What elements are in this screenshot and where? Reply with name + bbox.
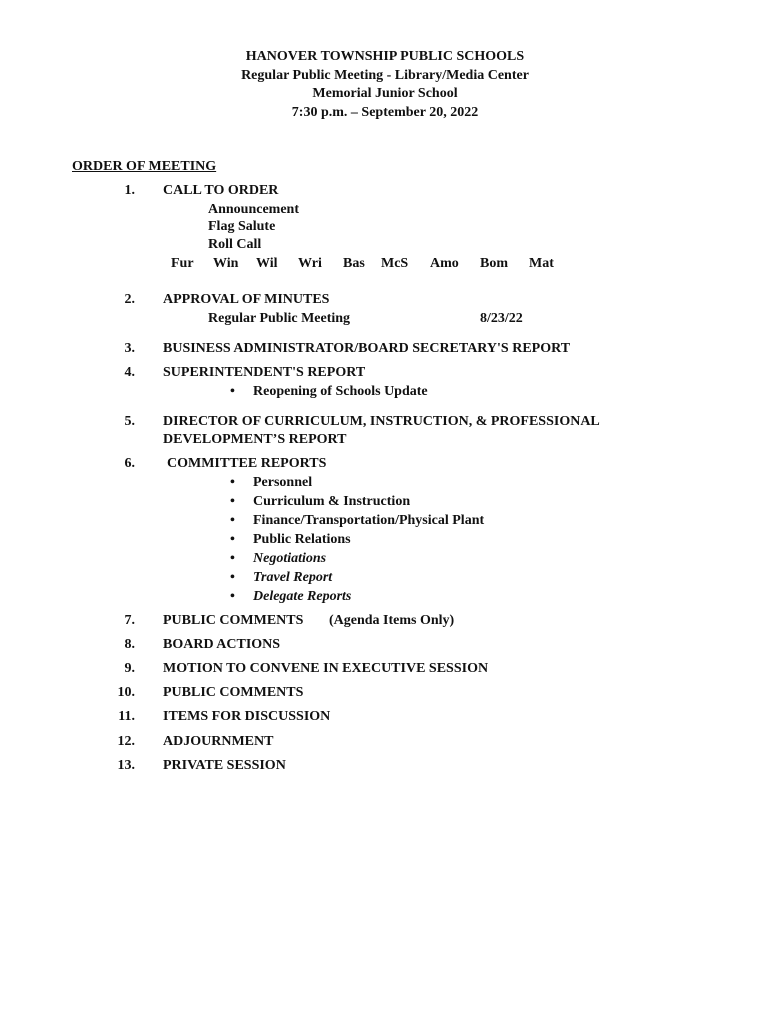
roll-call-member: Win — [213, 256, 239, 271]
roll-call-member: Bas — [343, 256, 365, 271]
bullet-icon: • — [230, 570, 235, 585]
item-note: (Agenda Items Only) — [329, 613, 455, 628]
item-title: MOTION TO CONVENE IN EXECUTIVE SESSION — [163, 661, 489, 676]
item-title: CALL TO ORDER — [163, 183, 279, 198]
bullet-icon: • — [230, 494, 235, 509]
bullet-item: Reopening of Schools Update — [253, 384, 428, 399]
item-number: 1. — [124, 183, 135, 198]
bullet-item: Curriculum & Instruction — [253, 494, 411, 509]
roll-call-member: Mat — [529, 256, 554, 271]
roll-call-member: Bom — [480, 256, 508, 271]
item-title: PUBLIC COMMENTS — [163, 685, 304, 700]
item-number: 12. — [117, 734, 135, 749]
roll-call-member: Fur — [171, 256, 194, 271]
item-title: SUPERINTENDENT'S REPORT — [163, 365, 366, 380]
item-number: 10. — [117, 685, 135, 700]
bullet-item: Travel Report — [253, 570, 333, 585]
roll-call-member: Amo — [430, 256, 459, 271]
item-title: DIRECTOR OF CURRICULUM, INSTRUCTION, & PROFESSIONAL — [163, 414, 600, 429]
bullet-icon: • — [230, 551, 235, 566]
sub-item: Announcement — [208, 202, 300, 217]
meeting-datetime: 7:30 p.m. – September 20, 2022 — [291, 105, 479, 120]
bullet-icon: • — [230, 384, 235, 399]
item-number: 4. — [124, 365, 135, 380]
item-title: ITEMS FOR DISCUSSION — [163, 709, 331, 724]
bullet-item: Public Relations — [253, 532, 351, 547]
sub-item: Roll Call — [208, 237, 262, 252]
meeting-type: Regular Public Meeting - Library/Media Center — [241, 68, 529, 83]
item-number: 6. — [124, 456, 135, 471]
bullet-item: Delegate Reports — [253, 589, 352, 604]
item-title: PUBLIC COMMENTS — [163, 613, 304, 628]
bullet-item: Finance/Transportation/Physical Plant — [253, 513, 485, 528]
item-number: 11. — [118, 709, 135, 724]
section-title: ORDER OF MEETING — [72, 159, 217, 174]
item-number: 9. — [124, 661, 135, 676]
item-title: BOARD ACTIONS — [163, 637, 281, 652]
item-number: 3. — [124, 341, 135, 356]
item-title: APPROVAL OF MINUTES — [163, 292, 330, 307]
bullet-icon: • — [230, 589, 235, 604]
document-title: HANOVER TOWNSHIP PUBLIC SCHOOLS — [245, 49, 525, 64]
bullet-icon: • — [230, 475, 235, 490]
item-number: 7. — [124, 613, 135, 628]
bullet-icon: • — [230, 532, 235, 547]
meeting-location: Memorial Junior School — [312, 86, 458, 101]
roll-call-member: McS — [381, 256, 409, 271]
item-title: COMMITTEE REPORTS — [167, 456, 327, 471]
item-number: 8. — [124, 637, 135, 652]
item-number: 13. — [117, 758, 135, 773]
roll-call-member: Wri — [298, 256, 322, 271]
sub-item: Flag Salute — [208, 219, 276, 234]
item-title-continued: DEVELOPMENT’S REPORT — [163, 432, 347, 447]
bullet-item: Personnel — [253, 475, 313, 490]
item-title: PRIVATE SESSION — [163, 758, 286, 773]
bullet-item: Negotiations — [253, 551, 327, 566]
item-number: 5. — [124, 414, 135, 429]
item-number: 2. — [124, 292, 135, 307]
sub-item: Regular Public Meeting — [208, 311, 351, 326]
roll-call-member: Wil — [256, 256, 278, 271]
item-title: BUSINESS ADMINISTRATOR/BOARD SECRETARY'S REPORT — [163, 341, 571, 356]
bullet-icon: • — [230, 513, 235, 528]
minutes-date: 8/23/22 — [480, 311, 523, 326]
item-title: ADJOURNMENT — [163, 734, 274, 749]
